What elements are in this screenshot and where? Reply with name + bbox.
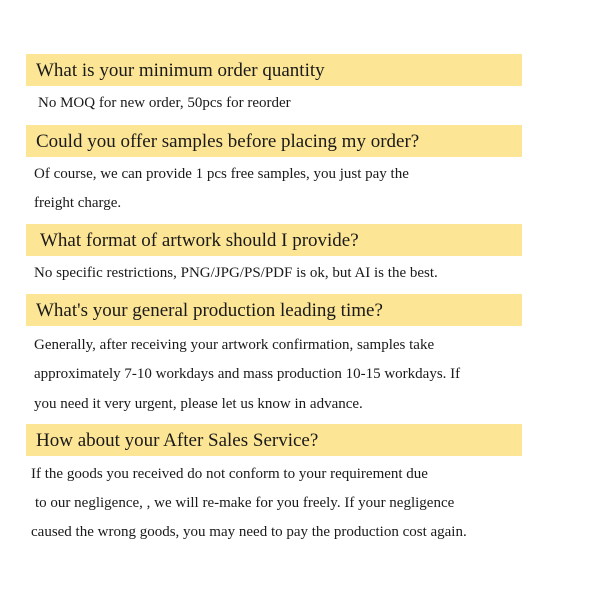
faq-question-moq: What is your minimum order quantity	[26, 54, 522, 86]
faq-answer-line: freight charge.	[34, 195, 122, 211]
faq-answer-line: caused the wrong goods, you may need to pay the production cost again.	[31, 524, 467, 540]
faq-answer-line: approximately 7-10 workdays and mass production 10-15 workdays. If	[34, 366, 461, 382]
faq-answer-line: If the goods you received do not conform to your requirement due	[31, 466, 428, 482]
faq-answer-line: No MOQ for new order, 50pcs for reorder	[38, 95, 291, 111]
faq-question-samples: Could you offer samples before placing my order?	[26, 125, 522, 157]
faq-question-after-sales: How about your After Sales Service?	[26, 424, 522, 456]
faq-answer-line: No specific restrictions, PNG/JPG/PS/PDF is ok, but AI is the best.	[34, 265, 438, 281]
faq-answer-line: Of course, we can provide 1 pcs free samples, you just pay the	[34, 166, 409, 182]
faq-question-artwork: What format of artwork should I provide?	[26, 224, 522, 256]
faq-question-lead-time: What's your general production leading time?	[26, 294, 522, 326]
faq-answer-line: Generally, after receiving your artwork confirmation, samples take	[34, 337, 435, 353]
faq-answer-line: you need it very urgent, please let us know in advance.	[34, 396, 363, 412]
faq-answer-line: to our negligence, , we will re-make for you freely. If your negligence	[35, 495, 455, 511]
